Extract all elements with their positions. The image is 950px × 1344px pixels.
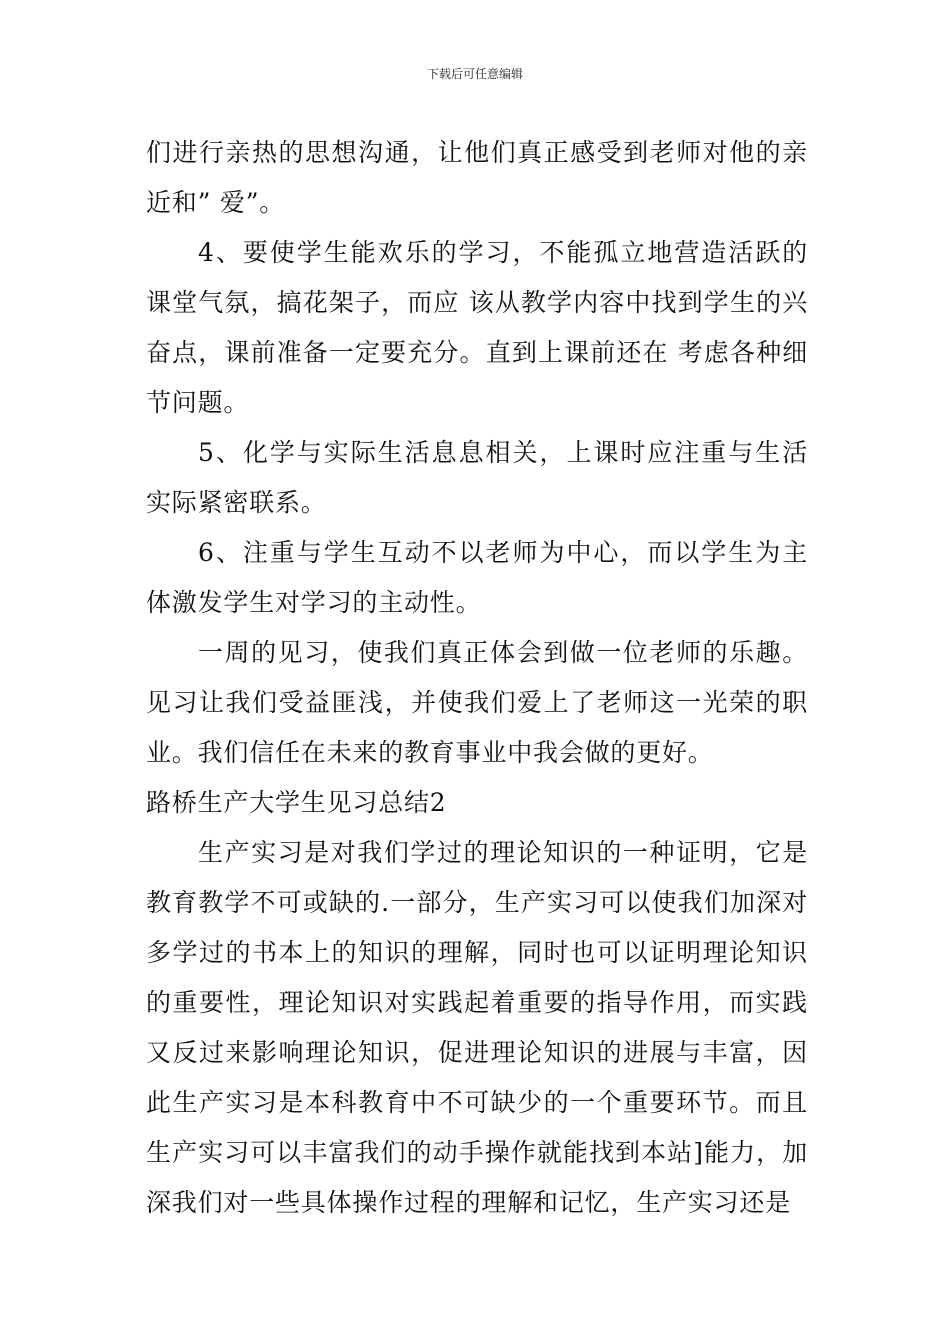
paragraph-conclusion: 一周的见习，使我们真正体会到做一位老师的乐趣。见习让我们受益匪浅，并使我们爱上了老师这一光荣的职业。我们信任在未来的教育事业中我会做的更好。	[146, 638, 808, 767]
paragraph-item-6: 6、注重与学生互动不以老师为中心，而以学生为主体激发学生对学习的主动性。	[146, 538, 808, 617]
paragraph-item-5: 5、化学与实际生活息息相关，上课时应注重与生活实际紧密联系。	[146, 438, 808, 517]
paragraph-section-2-body: 生产实习是对我们学过的理论知识的一种证明，它是教育教学不可或缺的.一部分，生产实习可以使我们加深对多学过的书本上的知识的理解，同时也可以证明理论知识的重要性，理论知识对实践起着重要的指导作用，而实践又反过来影响理论知识，促进理论知识的进展与丰富，因此生产实习是本科教育中不可缺少的一个重要环节。而且生产实习可以丰富我们的动手操作就能找到本站]能力，加深我们对一些具体操作过程的理解和记忆，生产实习还是	[146, 838, 808, 1217]
page-header: 下载后可任意编辑	[426, 67, 523, 81]
section-heading: 路桥生产大学生见习总结2	[146, 788, 447, 817]
paragraph-item-4: 4、要使学生能欢乐的学习，不能孤立地营造活跃的课堂气氛，搞花架子，而应 该从教学内容中找到学生的兴奋点，课前准备一定要充分。直到上课前还在 考虑各种细节问题。	[146, 238, 808, 417]
document-body	[146, 128, 808, 1228]
paragraph-continuation: 们进行亲热的思想沟通，让他们真正感受到老师对他的亲近和” 爱”。	[146, 138, 808, 217]
